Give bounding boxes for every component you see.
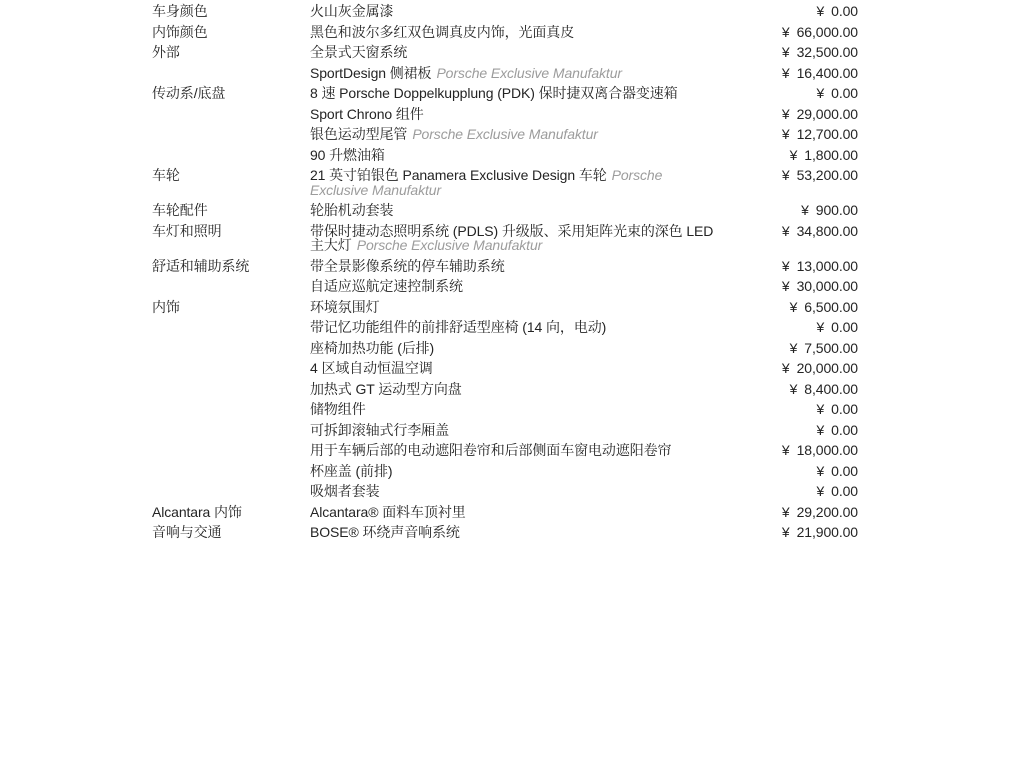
option-price [734, 382, 858, 397]
option-price [734, 203, 858, 218]
option-price-amount: 13,000.00 [796, 257, 858, 274]
option-row [152, 443, 858, 458]
option-description-text: 90 升燃油箱 [310, 146, 385, 163]
currency-symbol: ¥ [781, 222, 790, 239]
option-description [310, 4, 734, 19]
option-price [734, 127, 858, 142]
option-description [310, 86, 734, 101]
option-price [734, 505, 858, 520]
option-description [310, 168, 734, 197]
option-description-text: 21 英寸铂银色 Panamera Exclusive Design 车轮 [310, 167, 607, 183]
currency-symbol: ¥ [816, 401, 825, 417]
option-description-text: 储物组件 [310, 401, 366, 417]
option-price [734, 341, 858, 356]
option-description [310, 25, 734, 40]
option-description [310, 423, 734, 438]
option-description-text: 带全景影像系统的停车辅助系统 [310, 257, 505, 274]
option-row [152, 505, 858, 520]
option-price-amount: 66,000.00 [796, 23, 858, 40]
option-price-amount: 0.00 [831, 483, 858, 499]
option-row [152, 525, 858, 540]
option-price [734, 25, 858, 40]
currency-symbol: ¥ [816, 319, 825, 335]
option-price [734, 402, 858, 417]
currency-symbol: ¥ [801, 202, 809, 218]
option-row [152, 148, 858, 163]
option-category: 音响与交通 [152, 524, 222, 540]
option-row [152, 127, 858, 142]
option-row [152, 168, 858, 197]
currency-symbol: ¥ [816, 421, 825, 438]
option-row [152, 4, 858, 19]
option-price-amount: 6,500.00 [804, 298, 858, 315]
currency-symbol: ¥ [789, 146, 798, 163]
option-price [734, 107, 858, 122]
option-category: 车身颜色 [152, 3, 208, 19]
currency-symbol: ¥ [781, 278, 790, 294]
option-description-text: BOSE® 环绕声音响系统 [310, 524, 460, 540]
currency-symbol: ¥ [781, 360, 790, 376]
option-category: 外部 [152, 44, 180, 60]
option-description [310, 45, 734, 60]
option-price [734, 464, 858, 479]
option-description [310, 525, 734, 540]
option-row [152, 86, 858, 101]
option-description-text: 加热式 GT 运动型方向盘 [310, 380, 462, 397]
porsche-exclusive-manufaktur-label: Porsche Exclusive Manufaktur [310, 167, 663, 198]
option-row [152, 484, 858, 499]
currency-symbol: ¥ [781, 126, 790, 142]
option-description-text: 带记忆功能组件的前排舒适型座椅 (14 向，电动) [310, 319, 607, 335]
option-category: 舒适和辅助系统 [152, 257, 250, 274]
option-price [734, 361, 858, 376]
option-price-amount: 53,200.00 [796, 167, 858, 183]
option-price [734, 300, 858, 315]
option-price [734, 148, 858, 163]
option-price-amount: 16,400.00 [796, 64, 858, 81]
porsche-exclusive-manufaktur-label: Porsche Exclusive Manufaktur [436, 64, 622, 81]
option-description [310, 259, 734, 274]
option-price-amount: 0.00 [831, 85, 858, 101]
option-description-text: 吸烟者套装 [310, 483, 380, 499]
option-description-text: 黑色和波尔多红双色调真皮内饰，光面真皮 [310, 23, 575, 40]
option-price [734, 423, 858, 438]
option-description-text: 火山灰金属漆 [310, 3, 394, 19]
option-category: 车轮 [152, 167, 180, 183]
option-description [310, 107, 734, 122]
option-description-text: Sport Chrono 组件 [310, 105, 424, 122]
option-description-text: 杯座盖 (前排) [310, 462, 393, 479]
option-price-amount: 29,000.00 [796, 105, 858, 122]
option-description [310, 320, 734, 335]
option-price-amount: 18,000.00 [796, 442, 858, 458]
option-price [734, 320, 858, 335]
option-description [310, 402, 734, 417]
option-row [152, 279, 858, 294]
option-description-text: 用于车辆后部的电动遮阳卷帘和后部侧面车窗电动遮阳卷帘 [310, 442, 672, 458]
currency-symbol: ¥ [789, 339, 798, 356]
option-description-text: 可拆卸滚轴式行李厢盖 [310, 421, 449, 438]
option-price-amount: 21,900.00 [796, 524, 858, 540]
option-price [734, 66, 858, 81]
option-price-amount: 1,800.00 [804, 146, 858, 163]
option-description [310, 361, 734, 376]
porsche-exclusive-manufaktur-label: Porsche Exclusive Manufaktur [356, 237, 543, 253]
currency-symbol: ¥ [816, 483, 825, 499]
option-row [152, 45, 858, 60]
option-price-amount: 32,500.00 [796, 44, 858, 60]
option-price-amount: 7,500.00 [804, 339, 858, 356]
currency-symbol: ¥ [781, 257, 790, 274]
currency-symbol: ¥ [789, 380, 798, 397]
currency-symbol: ¥ [816, 462, 825, 479]
option-description [310, 148, 734, 163]
option-description [310, 224, 734, 253]
option-description [310, 66, 734, 81]
option-row [152, 300, 858, 315]
option-row [152, 259, 858, 274]
option-description-text: 4 区域自动恒温空调 [310, 360, 433, 376]
option-price-amount: 0.00 [831, 462, 858, 479]
option-category: 内饰颜色 [152, 23, 208, 40]
option-description [310, 382, 734, 397]
option-price [734, 168, 858, 183]
option-price-amount: 0.00 [831, 3, 858, 19]
option-price-amount: 0.00 [831, 319, 858, 335]
option-price-amount: 30,000.00 [796, 278, 858, 294]
currency-symbol: ¥ [781, 524, 790, 540]
currency-symbol: ¥ [781, 23, 790, 40]
option-category: 传动系/底盘 [152, 85, 226, 101]
option-description-text: 带保时捷动态照明系统 (PDLS) 升级版、采用矩阵光束的深色 LED 主大灯 [310, 222, 714, 253]
option-description-text: 银色运动型尾管 [310, 126, 408, 142]
option-description-text: SportDesign 侧裙板 [310, 64, 432, 81]
option-row [152, 423, 858, 438]
option-price-amount: 0.00 [831, 421, 858, 438]
option-description [310, 464, 734, 479]
currency-symbol: ¥ [816, 3, 825, 19]
option-description [310, 443, 734, 458]
option-price [734, 224, 858, 239]
option-price [734, 259, 858, 274]
porsche-exclusive-manufaktur-label: Porsche Exclusive Manufaktur [412, 126, 598, 142]
option-description-text: 环境氛围灯 [310, 298, 380, 315]
option-description-text: 全景式天窗系统 [310, 44, 408, 60]
currency-symbol: ¥ [816, 85, 825, 101]
option-row [152, 224, 858, 253]
option-price [734, 279, 858, 294]
option-price-amount: 20,000.00 [796, 360, 858, 376]
option-category: 车轮配件 [152, 202, 208, 218]
option-description [310, 203, 734, 218]
currency-symbol: ¥ [789, 298, 798, 315]
option-description [310, 505, 734, 520]
option-row [152, 66, 858, 81]
option-price [734, 4, 858, 19]
option-description-text: 8 速 Porsche Doppelkupplung (PDK) 保时捷双离合器变速箱 [310, 85, 678, 101]
option-price [734, 45, 858, 60]
currency-symbol: ¥ [781, 64, 790, 81]
option-description [310, 279, 734, 294]
option-row [152, 464, 858, 479]
option-row [152, 203, 858, 218]
currency-symbol: ¥ [781, 442, 790, 458]
option-price [734, 86, 858, 101]
option-price-amount: 34,800.00 [796, 222, 858, 239]
option-price [734, 443, 858, 458]
option-description [310, 341, 734, 356]
option-row [152, 320, 858, 335]
option-description [310, 127, 734, 142]
option-row [152, 107, 858, 122]
option-category: Alcantara 内饰 [152, 503, 242, 520]
currency-symbol: ¥ [781, 503, 790, 520]
option-description-text: 自适应巡航定速控制系统 [310, 278, 463, 294]
currency-symbol: ¥ [781, 167, 790, 183]
options-table [152, 4, 858, 546]
currency-symbol: ¥ [781, 105, 790, 122]
option-description [310, 484, 734, 499]
option-price-amount: 0.00 [831, 401, 858, 417]
option-price [734, 525, 858, 540]
currency-symbol: ¥ [781, 44, 790, 60]
option-row [152, 382, 858, 397]
option-price-amount: 29,200.00 [796, 503, 858, 520]
option-row [152, 25, 858, 40]
option-price [734, 484, 858, 499]
option-category: 内饰 [152, 298, 180, 315]
option-description-text: Alcantara® 面料车顶衬里 [310, 503, 466, 520]
option-description [310, 300, 734, 315]
option-row [152, 341, 858, 356]
option-description-text: 座椅加热功能 (后排) [310, 339, 435, 356]
option-price-amount: 12,700.00 [796, 126, 858, 142]
option-row [152, 402, 858, 417]
option-price-amount: 8,400.00 [804, 380, 858, 397]
option-price-amount: 900.00 [815, 202, 858, 218]
option-category: 车灯和照明 [152, 222, 222, 239]
option-row [152, 361, 858, 376]
option-description-text: 轮胎机动套装 [310, 202, 394, 218]
